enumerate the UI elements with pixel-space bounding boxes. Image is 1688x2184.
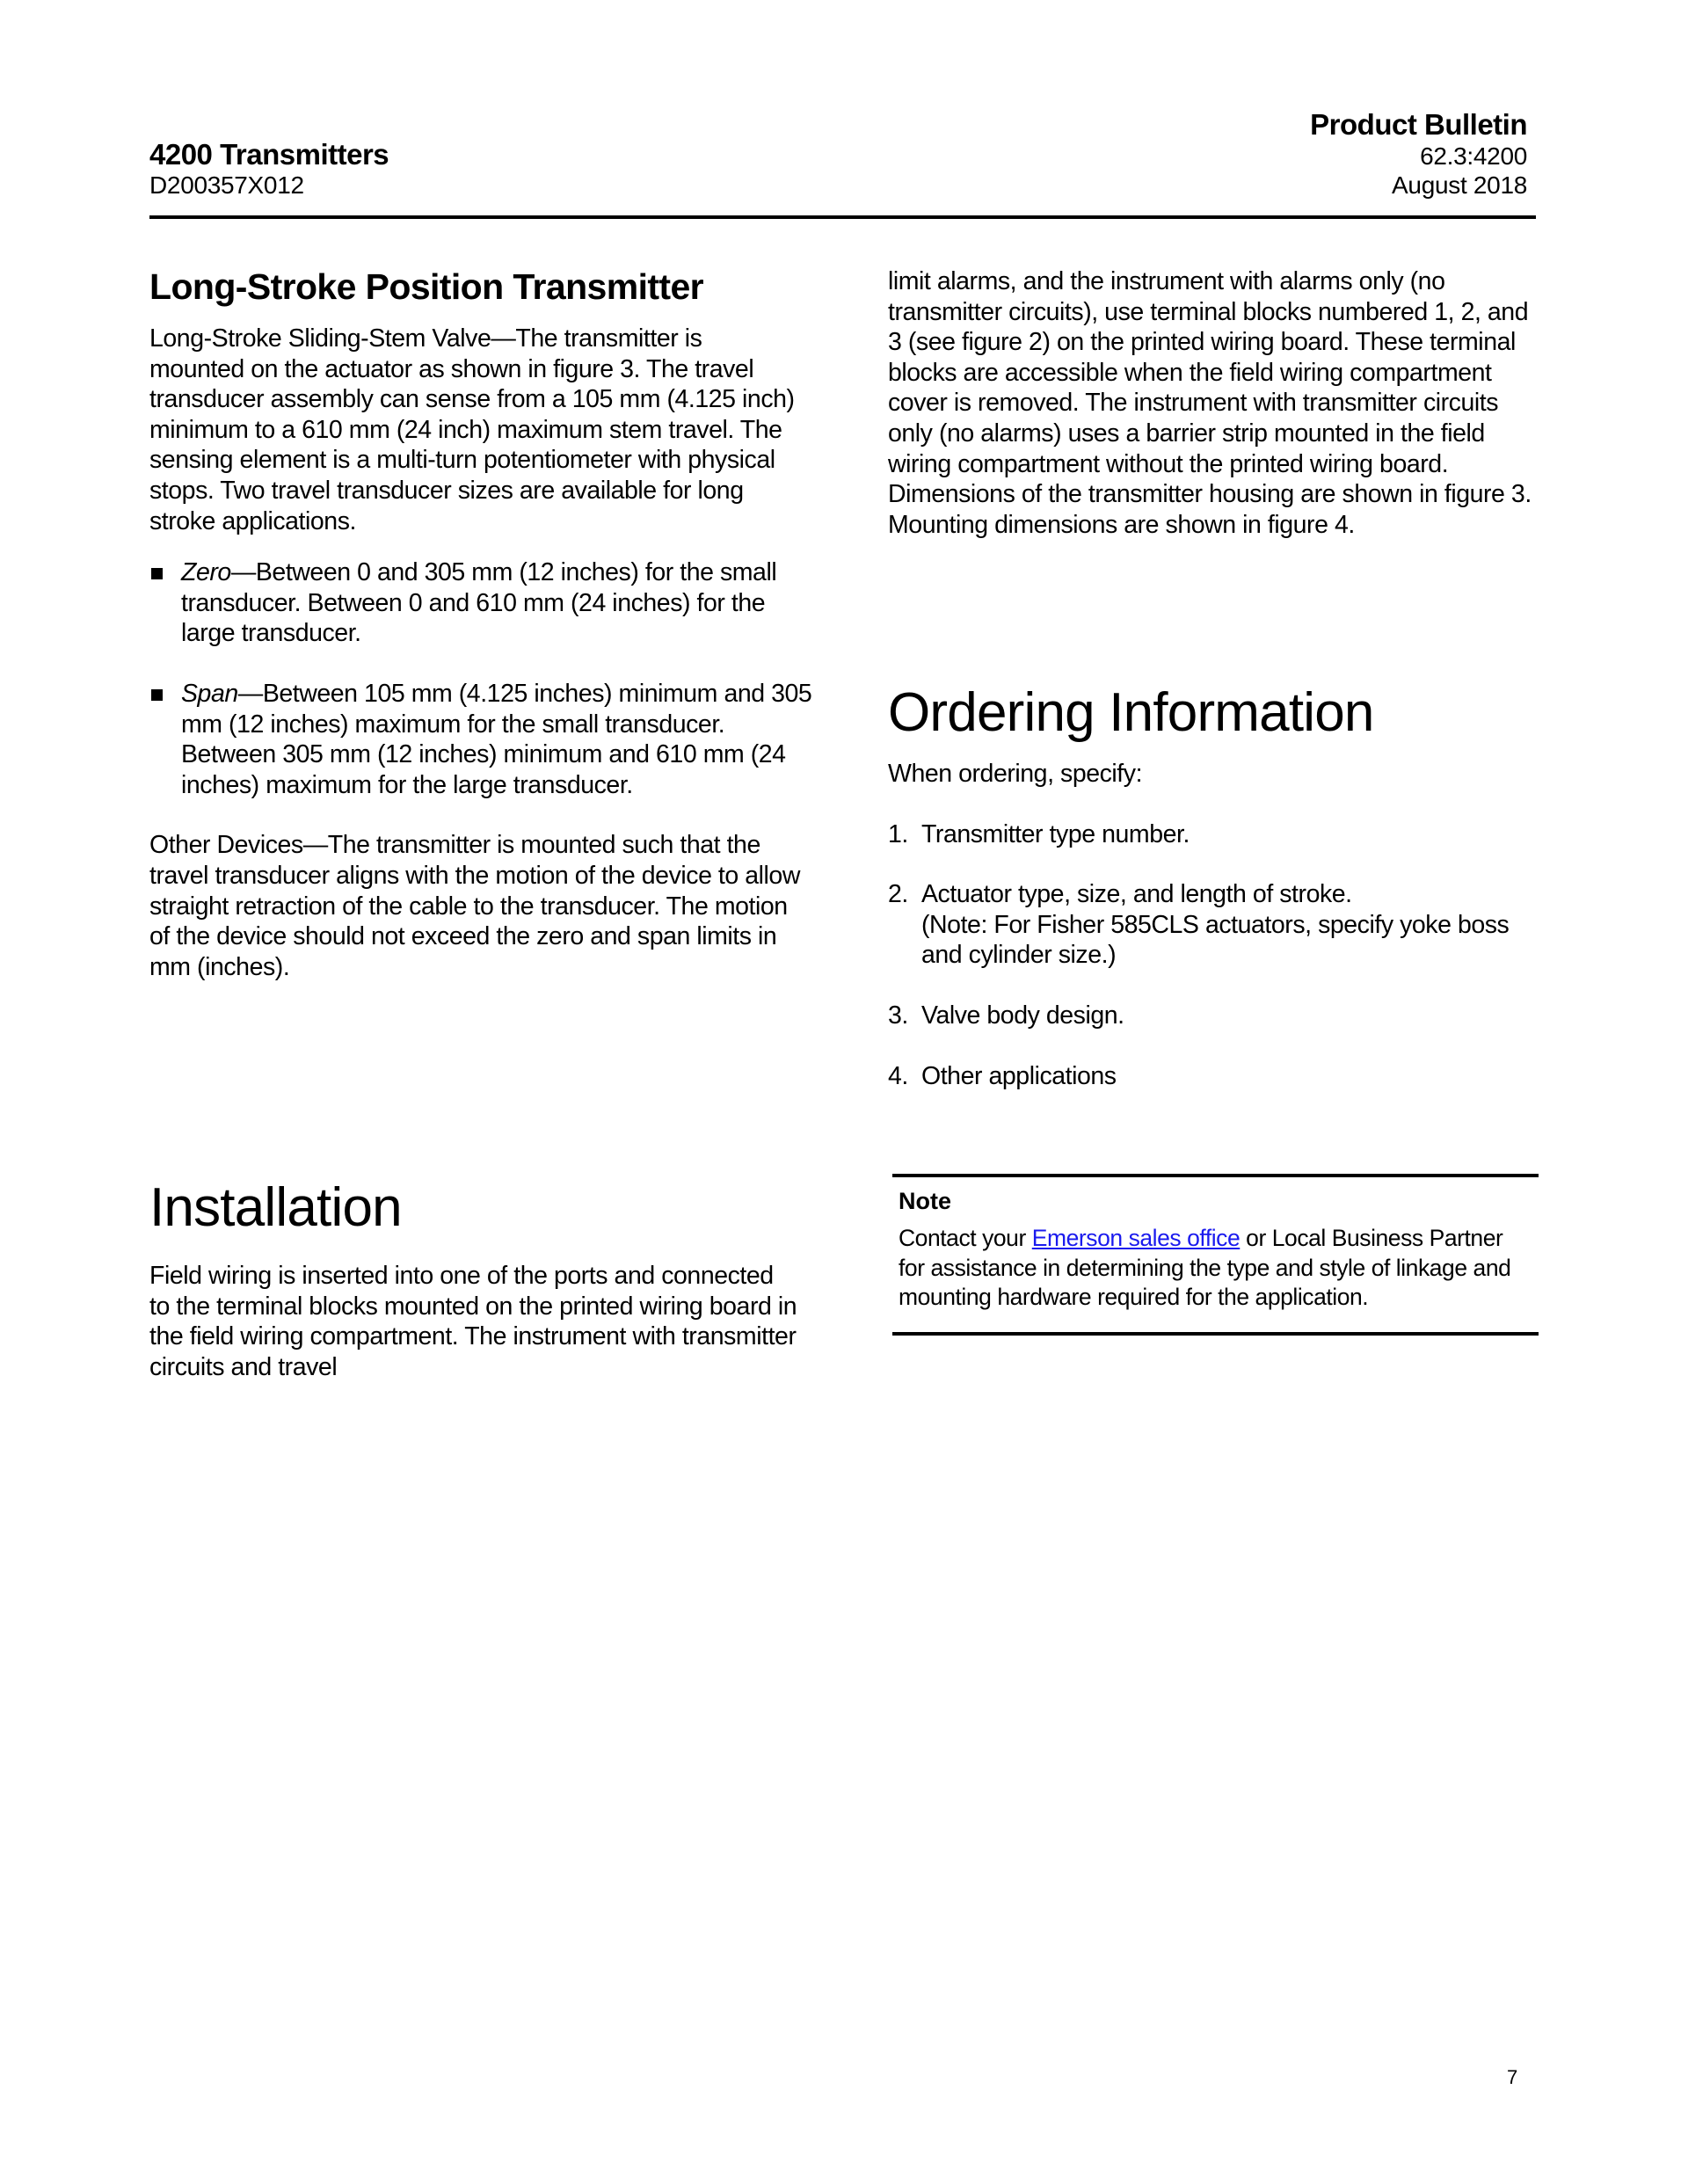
- section-heading-ordering: Ordering Information: [888, 682, 1374, 743]
- product-title: 4200 Transmitters: [149, 138, 389, 171]
- emerson-sales-office-link[interactable]: Emerson sales office: [1031, 1225, 1241, 1251]
- note-text-before: Contact your: [899, 1225, 1032, 1251]
- right-column-continued: [888, 266, 1543, 540]
- installation-section: [149, 1176, 800, 1382]
- page-number: 7: [1507, 2066, 1518, 2088]
- section-heading-installation: Installation: [149, 1177, 402, 1238]
- bullet-item-span: [149, 679, 814, 800]
- item-text: Other applications: [921, 1061, 1117, 1090]
- item-number: 3.: [888, 1001, 908, 1030]
- ordering-section: [888, 681, 1543, 1091]
- doc-number: D200357X012: [149, 171, 304, 199]
- item-number: 1.: [888, 819, 908, 848]
- ordering-item-2: [888, 879, 1543, 971]
- bulletin-number: 62.3:4200: [1420, 142, 1527, 170]
- bullet-term: Span: [181, 679, 238, 708]
- bullet-text: —Between 105 mm (4.125 inches) minimum and 305 mm (12 inches) maximum for the small transducer. Between 305 mm (12 inches) minimum and 610 mm (24 inches) maximum for the large transducer.: [181, 679, 812, 799]
- note-bottom-rule: [892, 1332, 1539, 1336]
- item-text: Valve body design.: [921, 1001, 1124, 1030]
- note-top-rule: [892, 1174, 1539, 1177]
- paragraph-installation: Field wiring is inserted into one of the ports and connected to the terminal blocks mounted on the printed wiring board in the field wiring compartment. The instrument with transmitter circuits and travel: [149, 1262, 797, 1381]
- publication-date: August 2018: [1392, 171, 1527, 199]
- paragraph-other-devices: [149, 830, 800, 982]
- bullet-item-zero: [149, 557, 797, 649]
- paragraph-text: —The transmitter is mounted such that the travel transducer aligns with the motion of the device to allow straight retraction of the cable to the transducer. The motion of the device should not exceed the zero and span limits in mm (inches).: [149, 831, 800, 981]
- item-text: Transmitter type number.: [921, 819, 1190, 848]
- ordering-item-3: [888, 1001, 1543, 1031]
- bullet-text: —Between 0 and 305 mm (12 inches) for the small transducer. Between 0 and 610 mm (24 inches) for the large transducer.: [181, 558, 777, 648]
- item-number: 4.: [888, 1061, 908, 1090]
- left-column: [149, 266, 812, 982]
- run-in-heading: Other Devices: [149, 831, 303, 860]
- header-rule: [149, 215, 1536, 219]
- bullet-square-icon: [151, 568, 163, 579]
- note-text: [899, 1224, 1532, 1313]
- paragraph-sliding-stem: [149, 324, 800, 536]
- ordering-item-4: [888, 1061, 1543, 1092]
- run-in-heading: Long-Stroke Sliding-Stem Valve: [149, 324, 491, 353]
- section-heading-long-stroke: Long-Stroke Position Transmitter: [149, 266, 704, 307]
- paragraph-text: —The transmitter is mounted on the actuator as shown in figure 3. The travel transducer assembly can sense from a 105 mm (4.125 inch) minimum to a 610 mm (24 inch) maximum stem travel. The sensing element is a multi-turn potentiometer with physical stops. Two travel transducer sizes are available for long stroke applications.: [149, 324, 795, 535]
- note-box: [899, 1187, 1532, 1313]
- item-text: Actuator type, size, and length of stroke.: [921, 880, 1352, 909]
- bullet-square-icon: [151, 689, 163, 701]
- doc-type-label: Product Bulletin: [1310, 108, 1527, 141]
- ordering-intro: When ordering, specify:: [888, 760, 1143, 788]
- item-subtext: (Note: For Fisher 585CLS actuators, specify yoke boss and cylinder size.): [921, 910, 1510, 970]
- bullet-term: Zero: [181, 558, 231, 587]
- note-text-after: or Local Business Partner for assistance in determining the type and style of linkage and mounting hardware required for the application.: [899, 1225, 1511, 1310]
- paragraph-continued: limit alarms, and the instrument with alarms only (no transmitter circuits), use terminal blocks numbered 1, 2, and 3 (see figure 2) on the printed wiring board. These terminal blocks are accessible when the field wiring compartment cover is removed. The instrument with transmitter circuits only (no alarms) uses a barrier strip mounted in the field wiring compartment without the printed wiring board. Dimensions of the transmitter housing are shown in figure 3. Mounting dimensions are shown in figure 4.: [888, 267, 1532, 539]
- note-title: Note: [899, 1188, 951, 1214]
- ordering-item-1: [888, 819, 1543, 850]
- item-number: 2.: [888, 880, 908, 909]
